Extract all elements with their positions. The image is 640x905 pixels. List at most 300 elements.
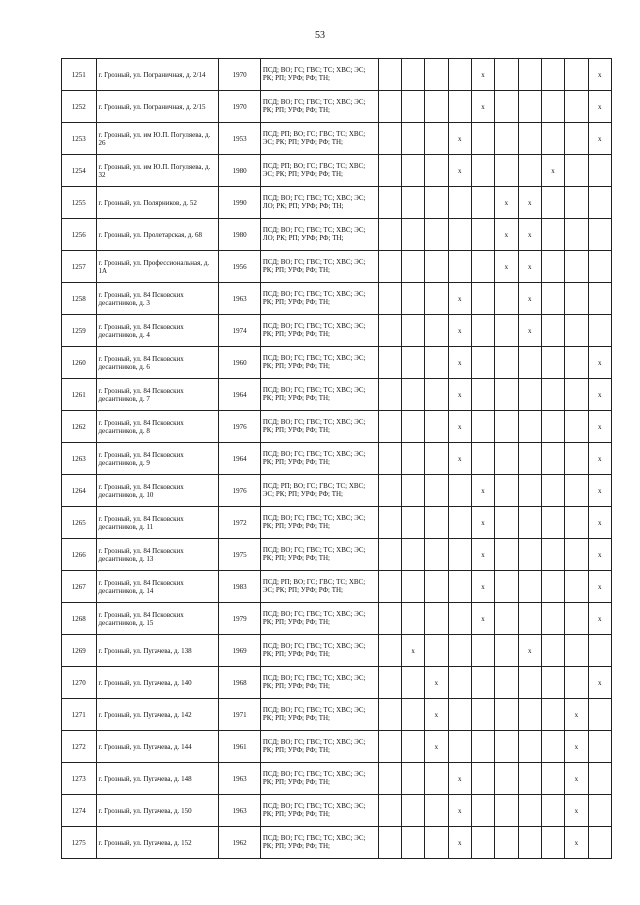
row-mark — [541, 827, 564, 859]
row-mark: x — [588, 347, 611, 379]
row-mark — [401, 795, 424, 827]
row-address: г. Грозный, ул. 84 Псковских десантников, д. 10 — [96, 475, 219, 507]
row-number: 1256 — [62, 219, 97, 251]
row-year: 1964 — [219, 443, 261, 475]
row-mark — [425, 91, 448, 123]
row-mark — [495, 91, 518, 123]
row-mark — [565, 91, 588, 123]
row-mark — [495, 539, 518, 571]
row-year: 1980 — [219, 155, 261, 187]
row-mark — [425, 155, 448, 187]
row-mark — [588, 315, 611, 347]
row-mark — [565, 507, 588, 539]
row-systems: ПСД; РП; ВО; ГС; ГВС; ТС; ХВС; ЭС; РК; РП; УРФ; РФ; ТН; — [260, 155, 378, 187]
row-address: г. Грозный, ул. им Ю.П. Погуляева, д. 26 — [96, 123, 219, 155]
row-systems: ПСД; ВО; ГС; ГВС; ТС; ХВС; ЭС; РК; РП; УРФ; РФ; ТН; — [260, 315, 378, 347]
row-mark — [425, 795, 448, 827]
row-year: 1971 — [219, 699, 261, 731]
row-mark — [518, 475, 541, 507]
row-systems: ПСД; ВО; ГС; ГВС; ТС; ХВС; ЭС; РК; РП; УРФ; РФ; ТН; — [260, 603, 378, 635]
row-mark: x — [518, 219, 541, 251]
row-mark — [471, 379, 494, 411]
row-mark: x — [588, 59, 611, 91]
row-mark: x — [588, 123, 611, 155]
table-row — [62, 59, 612, 91]
row-mark — [588, 699, 611, 731]
row-mark: x — [495, 219, 518, 251]
row-mark — [378, 475, 401, 507]
row-mark: x — [471, 539, 494, 571]
row-mark: x — [495, 187, 518, 219]
row-mark — [401, 283, 424, 315]
row-mark — [401, 251, 424, 283]
row-mark — [518, 827, 541, 859]
row-address: г. Грозный, ул. 84 Псковских десантников, д. 4 — [96, 315, 219, 347]
row-mark — [471, 795, 494, 827]
row-address: г. Грозный, ул. им Ю.П. Погуляева, д. 32 — [96, 155, 219, 187]
row-mark — [518, 667, 541, 699]
row-mark — [541, 731, 564, 763]
row-mark — [425, 635, 448, 667]
row-systems: ПСД; ВО; ГС; ГВС; ТС; ХВС; ЭС; РК; РП; УРФ; РФ; ТН; — [260, 507, 378, 539]
row-mark — [425, 283, 448, 315]
row-address: г. Грозный, ул. Пугачева, д. 138 — [96, 635, 219, 667]
row-mark — [448, 59, 471, 91]
row-address: г. Грозный, ул. 84 Псковских десантников, д. 9 — [96, 443, 219, 475]
row-mark — [425, 411, 448, 443]
row-mark — [448, 91, 471, 123]
row-number: 1263 — [62, 443, 97, 475]
row-mark — [401, 219, 424, 251]
row-mark — [588, 827, 611, 859]
row-mark — [565, 667, 588, 699]
row-mark: x — [448, 347, 471, 379]
row-mark — [565, 315, 588, 347]
row-mark — [541, 699, 564, 731]
row-mark — [401, 827, 424, 859]
row-address: г. Грозный, ул. Пограничная, д. 2/15 — [96, 91, 219, 123]
row-mark — [448, 603, 471, 635]
row-mark — [448, 219, 471, 251]
row-mark — [541, 379, 564, 411]
row-mark — [401, 507, 424, 539]
row-mark — [401, 571, 424, 603]
row-mark — [425, 251, 448, 283]
row-number: 1269 — [62, 635, 97, 667]
row-mark — [401, 59, 424, 91]
row-mark — [518, 123, 541, 155]
row-mark — [425, 347, 448, 379]
table-row — [62, 731, 612, 763]
row-number: 1251 — [62, 59, 97, 91]
row-mark — [518, 155, 541, 187]
row-systems: ПСД; ВО; ГС; ГВС; ТС; ХВС; ЭС; РК; РП; УРФ; РФ; ТН; — [260, 59, 378, 91]
row-address: г. Грозный, ул. Пугачева, д. 142 — [96, 699, 219, 731]
row-mark — [401, 731, 424, 763]
row-systems: ПСД; ВО; ГС; ГВС; ТС; ХВС; ЭС; РК; РП; УРФ; РФ; ТН; — [260, 635, 378, 667]
row-mark — [495, 155, 518, 187]
row-systems: ПСД; ВО; ГС; ГВС; ТС; ХВС; ЭС; РК; РП; УРФ; РФ; ТН; — [260, 443, 378, 475]
row-mark — [541, 507, 564, 539]
table-row — [62, 91, 612, 123]
row-mark — [425, 763, 448, 795]
row-number: 1268 — [62, 603, 97, 635]
row-number: 1261 — [62, 379, 97, 411]
table-row — [62, 443, 612, 475]
table-row — [62, 795, 612, 827]
row-mark — [588, 283, 611, 315]
row-mark — [425, 475, 448, 507]
row-address: г. Грозный, ул. Профессиональная, д. 1А — [96, 251, 219, 283]
row-mark — [448, 539, 471, 571]
row-year: 1963 — [219, 763, 261, 795]
row-mark — [378, 507, 401, 539]
row-address: г. Грозный, ул. Пугачева, д. 148 — [96, 763, 219, 795]
table-row — [62, 283, 612, 315]
row-mark — [541, 315, 564, 347]
table-row — [62, 219, 612, 251]
row-mark — [378, 283, 401, 315]
row-systems: ПСД; ВО; ГС; ГВС; ТС; ХВС; ЭС; РК; РП; УРФ; РФ; ТН; — [260, 667, 378, 699]
row-mark — [565, 539, 588, 571]
row-mark: x — [448, 763, 471, 795]
row-mark: x — [448, 443, 471, 475]
page-number: 53 — [315, 30, 325, 41]
row-mark: x — [448, 155, 471, 187]
row-mark: x — [588, 379, 611, 411]
row-mark: x — [518, 251, 541, 283]
row-mark: x — [588, 507, 611, 539]
row-mark — [448, 635, 471, 667]
row-address: г. Грозный, ул. Пугачева, д. 144 — [96, 731, 219, 763]
row-mark — [425, 59, 448, 91]
row-year: 1956 — [219, 251, 261, 283]
row-mark — [495, 603, 518, 635]
row-mark — [425, 603, 448, 635]
row-address: г. Грозный, ул. 84 Псковских десантников, д. 3 — [96, 283, 219, 315]
row-mark — [518, 507, 541, 539]
row-mark — [565, 251, 588, 283]
row-mark — [495, 283, 518, 315]
row-mark — [495, 571, 518, 603]
row-mark: x — [401, 635, 424, 667]
table-row — [62, 827, 612, 859]
row-year: 1964 — [219, 379, 261, 411]
row-systems: ПСД; РП; ВО; ГС; ГВС; ТС; ХВС; ЭС; РК; РП; УРФ; РФ; ТН; — [260, 123, 378, 155]
table-row — [62, 635, 612, 667]
row-mark — [471, 635, 494, 667]
table-row — [62, 571, 612, 603]
row-mark — [518, 603, 541, 635]
row-mark: x — [565, 827, 588, 859]
row-mark — [565, 283, 588, 315]
row-number: 1253 — [62, 123, 97, 155]
row-mark — [588, 635, 611, 667]
housing-register-table — [61, 58, 612, 859]
row-number: 1254 — [62, 155, 97, 187]
row-mark: x — [448, 379, 471, 411]
row-mark — [495, 507, 518, 539]
row-mark — [565, 347, 588, 379]
row-mark — [401, 123, 424, 155]
row-systems: ПСД; ВО; ГС; ГВС; ТС; ХВС; ЭС; РК; РП; УРФ; РФ; ТН; — [260, 283, 378, 315]
row-mark — [425, 187, 448, 219]
row-mark — [541, 571, 564, 603]
row-mark — [495, 315, 518, 347]
row-mark — [378, 699, 401, 731]
row-number: 1262 — [62, 411, 97, 443]
row-mark: x — [471, 91, 494, 123]
row-mark — [541, 283, 564, 315]
row-mark — [518, 763, 541, 795]
row-mark — [378, 667, 401, 699]
table-row — [62, 251, 612, 283]
row-mark — [378, 187, 401, 219]
row-systems: ПСД; ВО; ГС; ГВС; ТС; ХВС; ЭС; ЛО; РК; РП; УРФ; РФ; ТН; — [260, 187, 378, 219]
row-mark — [541, 475, 564, 507]
row-mark: x — [448, 283, 471, 315]
row-mark — [541, 411, 564, 443]
row-mark: x — [588, 91, 611, 123]
row-mark: x — [588, 443, 611, 475]
row-mark — [378, 315, 401, 347]
table-row — [62, 411, 612, 443]
row-mark — [401, 315, 424, 347]
row-mark: x — [448, 795, 471, 827]
row-number: 1270 — [62, 667, 97, 699]
row-mark: x — [541, 155, 564, 187]
row-mark — [565, 571, 588, 603]
table-row — [62, 123, 612, 155]
row-mark — [471, 123, 494, 155]
row-mark — [565, 219, 588, 251]
row-number: 1271 — [62, 699, 97, 731]
row-number: 1260 — [62, 347, 97, 379]
row-mark — [495, 795, 518, 827]
row-mark — [495, 475, 518, 507]
row-systems: ПСД; ВО; ГС; ГВС; ТС; ХВС; ЭС; ЛО; РК; РП; УРФ; РФ; ТН; — [260, 219, 378, 251]
table-row — [62, 603, 612, 635]
row-mark — [401, 347, 424, 379]
table-row — [62, 187, 612, 219]
row-mark — [471, 667, 494, 699]
row-number: 1258 — [62, 283, 97, 315]
row-year: 1970 — [219, 91, 261, 123]
row-mark: x — [565, 699, 588, 731]
row-year: 1961 — [219, 731, 261, 763]
row-mark: x — [471, 507, 494, 539]
row-mark — [588, 795, 611, 827]
table-row — [62, 539, 612, 571]
row-mark — [518, 443, 541, 475]
row-mark — [518, 731, 541, 763]
table-row — [62, 347, 612, 379]
row-number: 1275 — [62, 827, 97, 859]
row-year: 1976 — [219, 475, 261, 507]
row-mark: x — [425, 699, 448, 731]
row-mark — [541, 443, 564, 475]
row-mark — [425, 507, 448, 539]
row-mark — [541, 795, 564, 827]
row-mark: x — [448, 123, 471, 155]
row-mark — [448, 507, 471, 539]
row-mark — [401, 155, 424, 187]
row-mark: x — [565, 795, 588, 827]
row-address: г. Грозный, ул. Полярников, д. 52 — [96, 187, 219, 219]
row-mark — [541, 763, 564, 795]
row-mark: x — [518, 187, 541, 219]
row-mark — [401, 667, 424, 699]
row-number: 1255 — [62, 187, 97, 219]
row-mark — [565, 187, 588, 219]
row-mark — [588, 187, 611, 219]
row-mark — [565, 443, 588, 475]
row-address: г. Грозный, ул. Пугачева, д. 140 — [96, 667, 219, 699]
row-mark — [378, 731, 401, 763]
row-number: 1267 — [62, 571, 97, 603]
row-mark — [378, 251, 401, 283]
row-systems: ПСД; ВО; ГС; ГВС; ТС; ХВС; ЭС; РК; РП; УРФ; РФ; ТН; — [260, 539, 378, 571]
row-mark — [518, 411, 541, 443]
row-systems: ПСД; ВО; ГС; ГВС; ТС; ХВС; ЭС; РК; РП; УРФ; РФ; ТН; — [260, 251, 378, 283]
row-systems: ПСД; ВО; ГС; ГВС; ТС; ХВС; ЭС; РК; РП; УРФ; РФ; ТН; — [260, 91, 378, 123]
row-mark — [425, 379, 448, 411]
row-mark — [471, 827, 494, 859]
row-mark — [471, 699, 494, 731]
row-mark — [401, 539, 424, 571]
row-mark — [378, 795, 401, 827]
row-mark — [541, 603, 564, 635]
row-number: 1264 — [62, 475, 97, 507]
table-row — [62, 475, 612, 507]
row-mark: x — [565, 731, 588, 763]
row-mark — [565, 123, 588, 155]
row-mark — [378, 347, 401, 379]
row-year: 1970 — [219, 59, 261, 91]
row-year: 1968 — [219, 667, 261, 699]
row-year: 1975 — [219, 539, 261, 571]
row-mark — [471, 443, 494, 475]
row-mark — [588, 155, 611, 187]
table-row — [62, 667, 612, 699]
row-mark — [425, 123, 448, 155]
row-mark — [471, 187, 494, 219]
row-mark: x — [588, 539, 611, 571]
row-mark — [471, 283, 494, 315]
row-mark — [378, 411, 401, 443]
row-mark — [565, 155, 588, 187]
row-mark — [448, 667, 471, 699]
row-address: г. Грозный, ул. 84 Псковских десантников, д. 15 — [96, 603, 219, 635]
row-mark — [425, 443, 448, 475]
row-mark — [495, 763, 518, 795]
row-mark — [448, 187, 471, 219]
table-row — [62, 315, 612, 347]
row-year: 1983 — [219, 571, 261, 603]
row-mark — [518, 91, 541, 123]
row-mark — [541, 667, 564, 699]
row-mark — [378, 155, 401, 187]
row-mark — [565, 379, 588, 411]
row-mark: x — [588, 667, 611, 699]
row-year: 1976 — [219, 411, 261, 443]
row-mark — [518, 539, 541, 571]
row-mark — [588, 731, 611, 763]
row-number: 1259 — [62, 315, 97, 347]
row-mark: x — [518, 283, 541, 315]
row-mark — [495, 379, 518, 411]
row-number: 1274 — [62, 795, 97, 827]
row-mark: x — [425, 667, 448, 699]
row-mark — [565, 603, 588, 635]
row-year: 1980 — [219, 219, 261, 251]
row-systems: ПСД; ВО; ГС; ГВС; ТС; ХВС; ЭС; РК; РП; УРФ; РФ; ТН; — [260, 763, 378, 795]
row-address: г. Грозный, ул. 84 Псковских десантников, д. 8 — [96, 411, 219, 443]
row-mark — [588, 763, 611, 795]
row-mark: x — [495, 251, 518, 283]
row-year: 1979 — [219, 603, 261, 635]
row-mark: x — [565, 763, 588, 795]
row-number: 1273 — [62, 763, 97, 795]
row-mark — [541, 251, 564, 283]
row-mark — [448, 699, 471, 731]
row-mark — [401, 443, 424, 475]
row-mark: x — [588, 475, 611, 507]
row-mark — [378, 379, 401, 411]
row-mark — [471, 251, 494, 283]
row-year: 1974 — [219, 315, 261, 347]
row-systems: ПСД; ВО; ГС; ГВС; ТС; ХВС; ЭС; РК; РП; УРФ; РФ; ТН; — [260, 347, 378, 379]
row-systems: ПСД; ВО; ГС; ГВС; ТС; ХВС; ЭС; РК; РП; УРФ; РФ; ТН; — [260, 699, 378, 731]
row-mark: x — [425, 731, 448, 763]
row-mark — [588, 251, 611, 283]
row-year: 1962 — [219, 827, 261, 859]
row-mark — [425, 219, 448, 251]
row-mark — [565, 411, 588, 443]
row-number: 1265 — [62, 507, 97, 539]
row-address: г. Грозный, ул. 84 Псковских десантников, д. 14 — [96, 571, 219, 603]
table-row — [62, 379, 612, 411]
row-number: 1252 — [62, 91, 97, 123]
row-mark: x — [471, 571, 494, 603]
row-mark: x — [471, 59, 494, 91]
row-year: 1972 — [219, 507, 261, 539]
row-year: 1963 — [219, 283, 261, 315]
row-mark — [541, 187, 564, 219]
row-year: 1963 — [219, 795, 261, 827]
row-address: г. Грозный, ул. Пугачева, д. 150 — [96, 795, 219, 827]
row-mark: x — [448, 411, 471, 443]
row-mark — [471, 219, 494, 251]
row-mark — [565, 59, 588, 91]
row-address: г. Грозный, ул. Пугачева, д. 152 — [96, 827, 219, 859]
row-mark — [425, 827, 448, 859]
row-mark — [495, 635, 518, 667]
row-mark — [448, 475, 471, 507]
row-mark — [401, 379, 424, 411]
row-mark — [471, 411, 494, 443]
row-address: г. Грозный, ул. Пограничная, д. 2/14 — [96, 59, 219, 91]
table-row — [62, 699, 612, 731]
row-mark — [495, 731, 518, 763]
row-mark — [541, 539, 564, 571]
row-mark: x — [518, 635, 541, 667]
row-year: 1953 — [219, 123, 261, 155]
row-systems: ПСД; ВО; ГС; ГВС; ТС; ХВС; ЭС; РК; РП; УРФ; РФ; ТН; — [260, 411, 378, 443]
row-mark: x — [588, 603, 611, 635]
row-mark — [448, 571, 471, 603]
row-mark — [378, 571, 401, 603]
